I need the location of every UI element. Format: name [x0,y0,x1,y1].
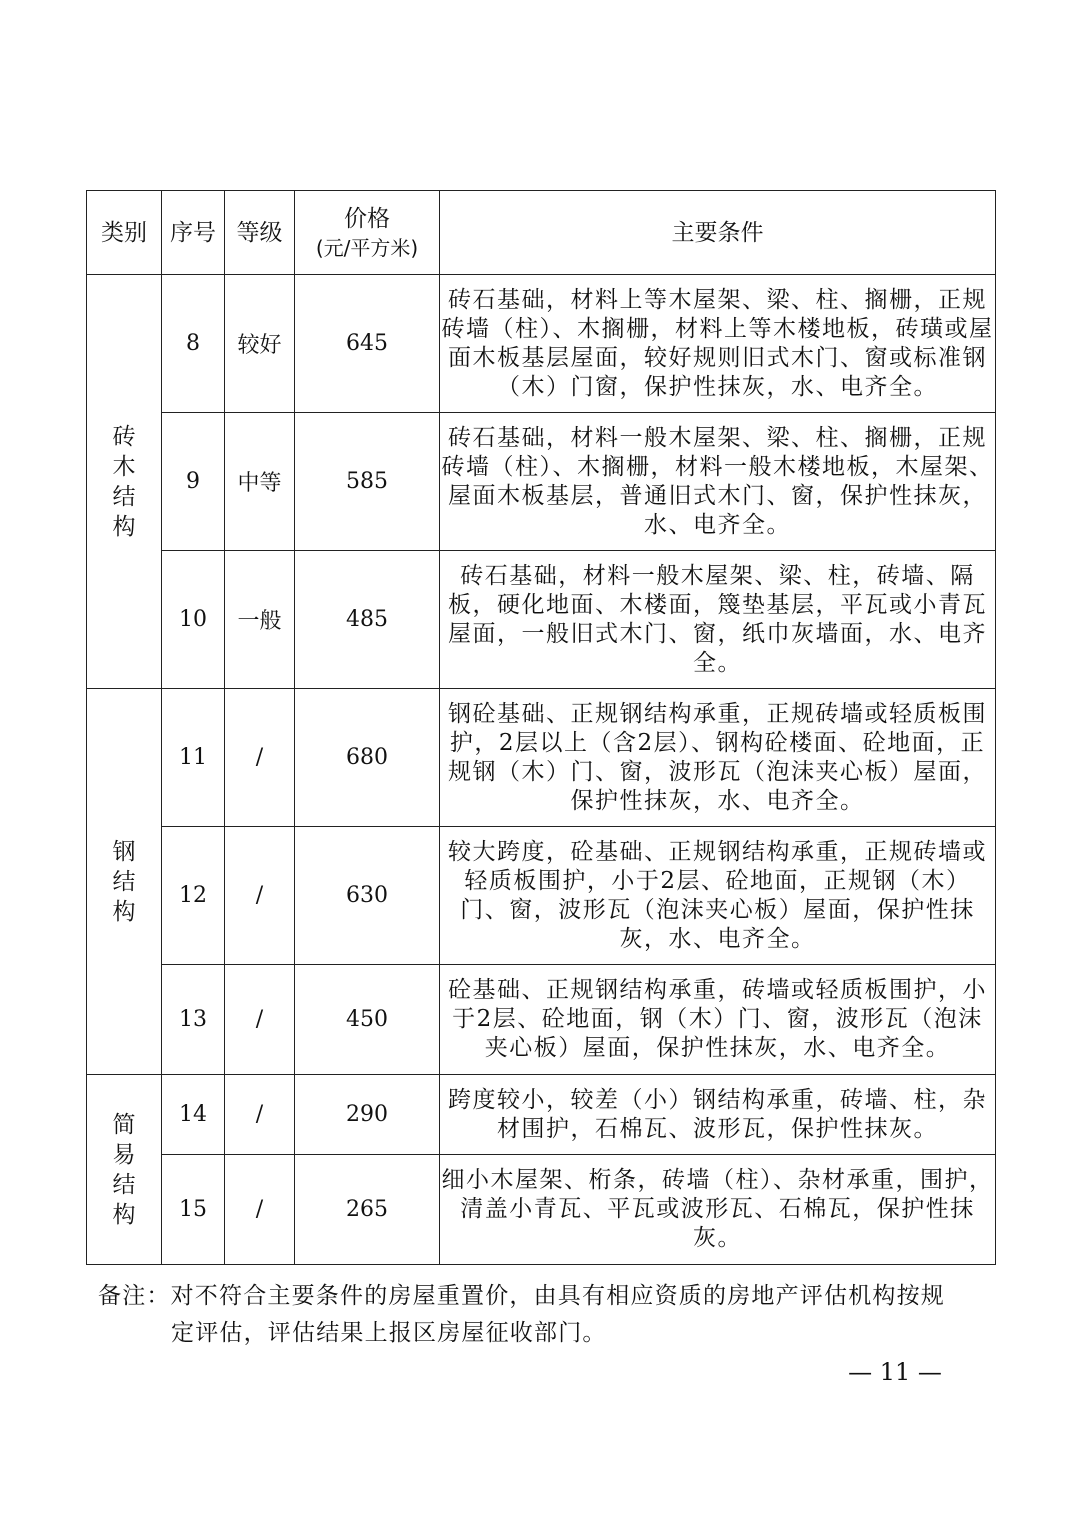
number-cell: 9 [162,413,225,551]
table-header-row [87,191,996,275]
grade-cell: 中等 [225,413,295,551]
conditions-cell: 砖石基础，材料上等木屋架、梁、柱、搁栅，正规砖墙（柱）、木搁栅，材料上等木楼地板，砖璜或屋面木板基层屋面，较好规则旧式木门、窗或标准钢（木）门窗，保护性抹灰，水、电齐全。 [440,275,996,413]
category-label: 简易结构 [112,1111,136,1228]
table-row [87,413,996,551]
category-label: 砖木结构 [112,423,136,540]
grade-cell: 较好 [225,275,295,413]
conditions-cell: 较大跨度，砼基础、正规钢结构承重，正规砖墙或轻质板围护，小于2层、砼地面，正规钢（木）门、窗，波形瓦（泡沫夹心板）屋面，保护性抹灰，水、电齐全。 [440,827,996,965]
number-cell: 14 [162,1075,225,1155]
header-category: 类别 [87,191,162,275]
number-cell: 15 [162,1155,225,1265]
table-row [87,827,996,965]
header-price-main: 价格 [344,205,390,232]
grade-cell: / [225,689,295,827]
category-cell [87,1075,162,1265]
price-cell: 290 [295,1075,440,1155]
header-number: 序号 [162,191,225,275]
category-label: 钢结构 [112,838,136,925]
category-cell [87,689,162,1075]
remarks-label: 备注： [98,1283,171,1309]
price-cell: 585 [295,413,440,551]
conditions-cell: 跨度较小，较差（小）钢结构承重，砖墙、柱，杂材围护，石棉瓦、波形瓦，保护性抹灰。 [440,1075,996,1155]
header-price-unit: (元/平方米) [315,235,419,260]
grade-cell: / [225,965,295,1075]
price-cell: 630 [295,827,440,965]
number-cell: 8 [162,275,225,413]
remarks-text-line1: 对不符合主要条件的房屋重置价，由具有相应资质的房地产评估机构按规 [170,1283,946,1309]
number-cell: 12 [162,827,225,965]
page-number: — 11 — [848,1358,942,1386]
table-row [87,689,996,827]
price-cell: 265 [295,1155,440,1265]
header-grade: 等级 [225,191,295,275]
price-cell: 450 [295,965,440,1075]
table-row [87,1075,996,1155]
price-cell: 645 [295,275,440,413]
price-cell: 485 [295,551,440,689]
conditions-cell: 砼基础、正规钢结构承重，砖墙或轻质板围护，小于2层、砼地面，钢（木）门、窗，波形瓦（泡沫夹心板）屋面，保护性抹灰，水、电齐全。 [440,965,996,1075]
number-cell: 10 [162,551,225,689]
category-cell [87,275,162,689]
header-conditions: 主要条件 [440,191,996,275]
table-row [87,965,996,1075]
header-price [295,191,440,275]
price-cell: 680 [295,689,440,827]
grade-cell: / [225,827,295,965]
table-row [87,1155,996,1265]
number-cell: 11 [162,689,225,827]
conditions-cell: 砖石基础，材料一般木屋架、梁、柱，砖墙、隔板，硬化地面、木楼面，篾垫基层，平瓦或小青瓦屋面，一般旧式木门、窗，纸巾灰墙面，水、电齐全。 [440,551,996,689]
conditions-cell: 砖石基础，材料一般木屋架、梁、柱、搁栅，正规砖墙（柱）、木搁栅，材料一般木楼地板，木屋架、屋面木板基层，普通旧式木门、窗，保护性抹灰，水、电齐全。 [440,413,996,551]
table-row [87,275,996,413]
table-row [87,551,996,689]
conditions-cell: 钢砼基础、正规钢结构承重，正规砖墙或轻质板围护，2层以上（含2层）、钢构砼楼面、砼地面，正规钢（木）门、窗，波形瓦（泡沫夹心板）屋面，保护性抹灰，水、电齐全。 [440,689,996,827]
grade-cell: / [225,1155,295,1265]
number-cell: 13 [162,965,225,1075]
house-price-table [86,190,996,1265]
remarks-text-line2: 定评估，评估结果上报区房屋征收部门。 [171,1320,607,1346]
grade-cell: / [225,1075,295,1155]
remarks-note [98,1278,998,1352]
conditions-cell: 细小木屋架、桁条，砖墙（柱）、杂材承重，围护，清盖小青瓦、平瓦或波形瓦、石棉瓦，保护性抹灰。 [440,1155,996,1265]
grade-cell: 一般 [225,551,295,689]
